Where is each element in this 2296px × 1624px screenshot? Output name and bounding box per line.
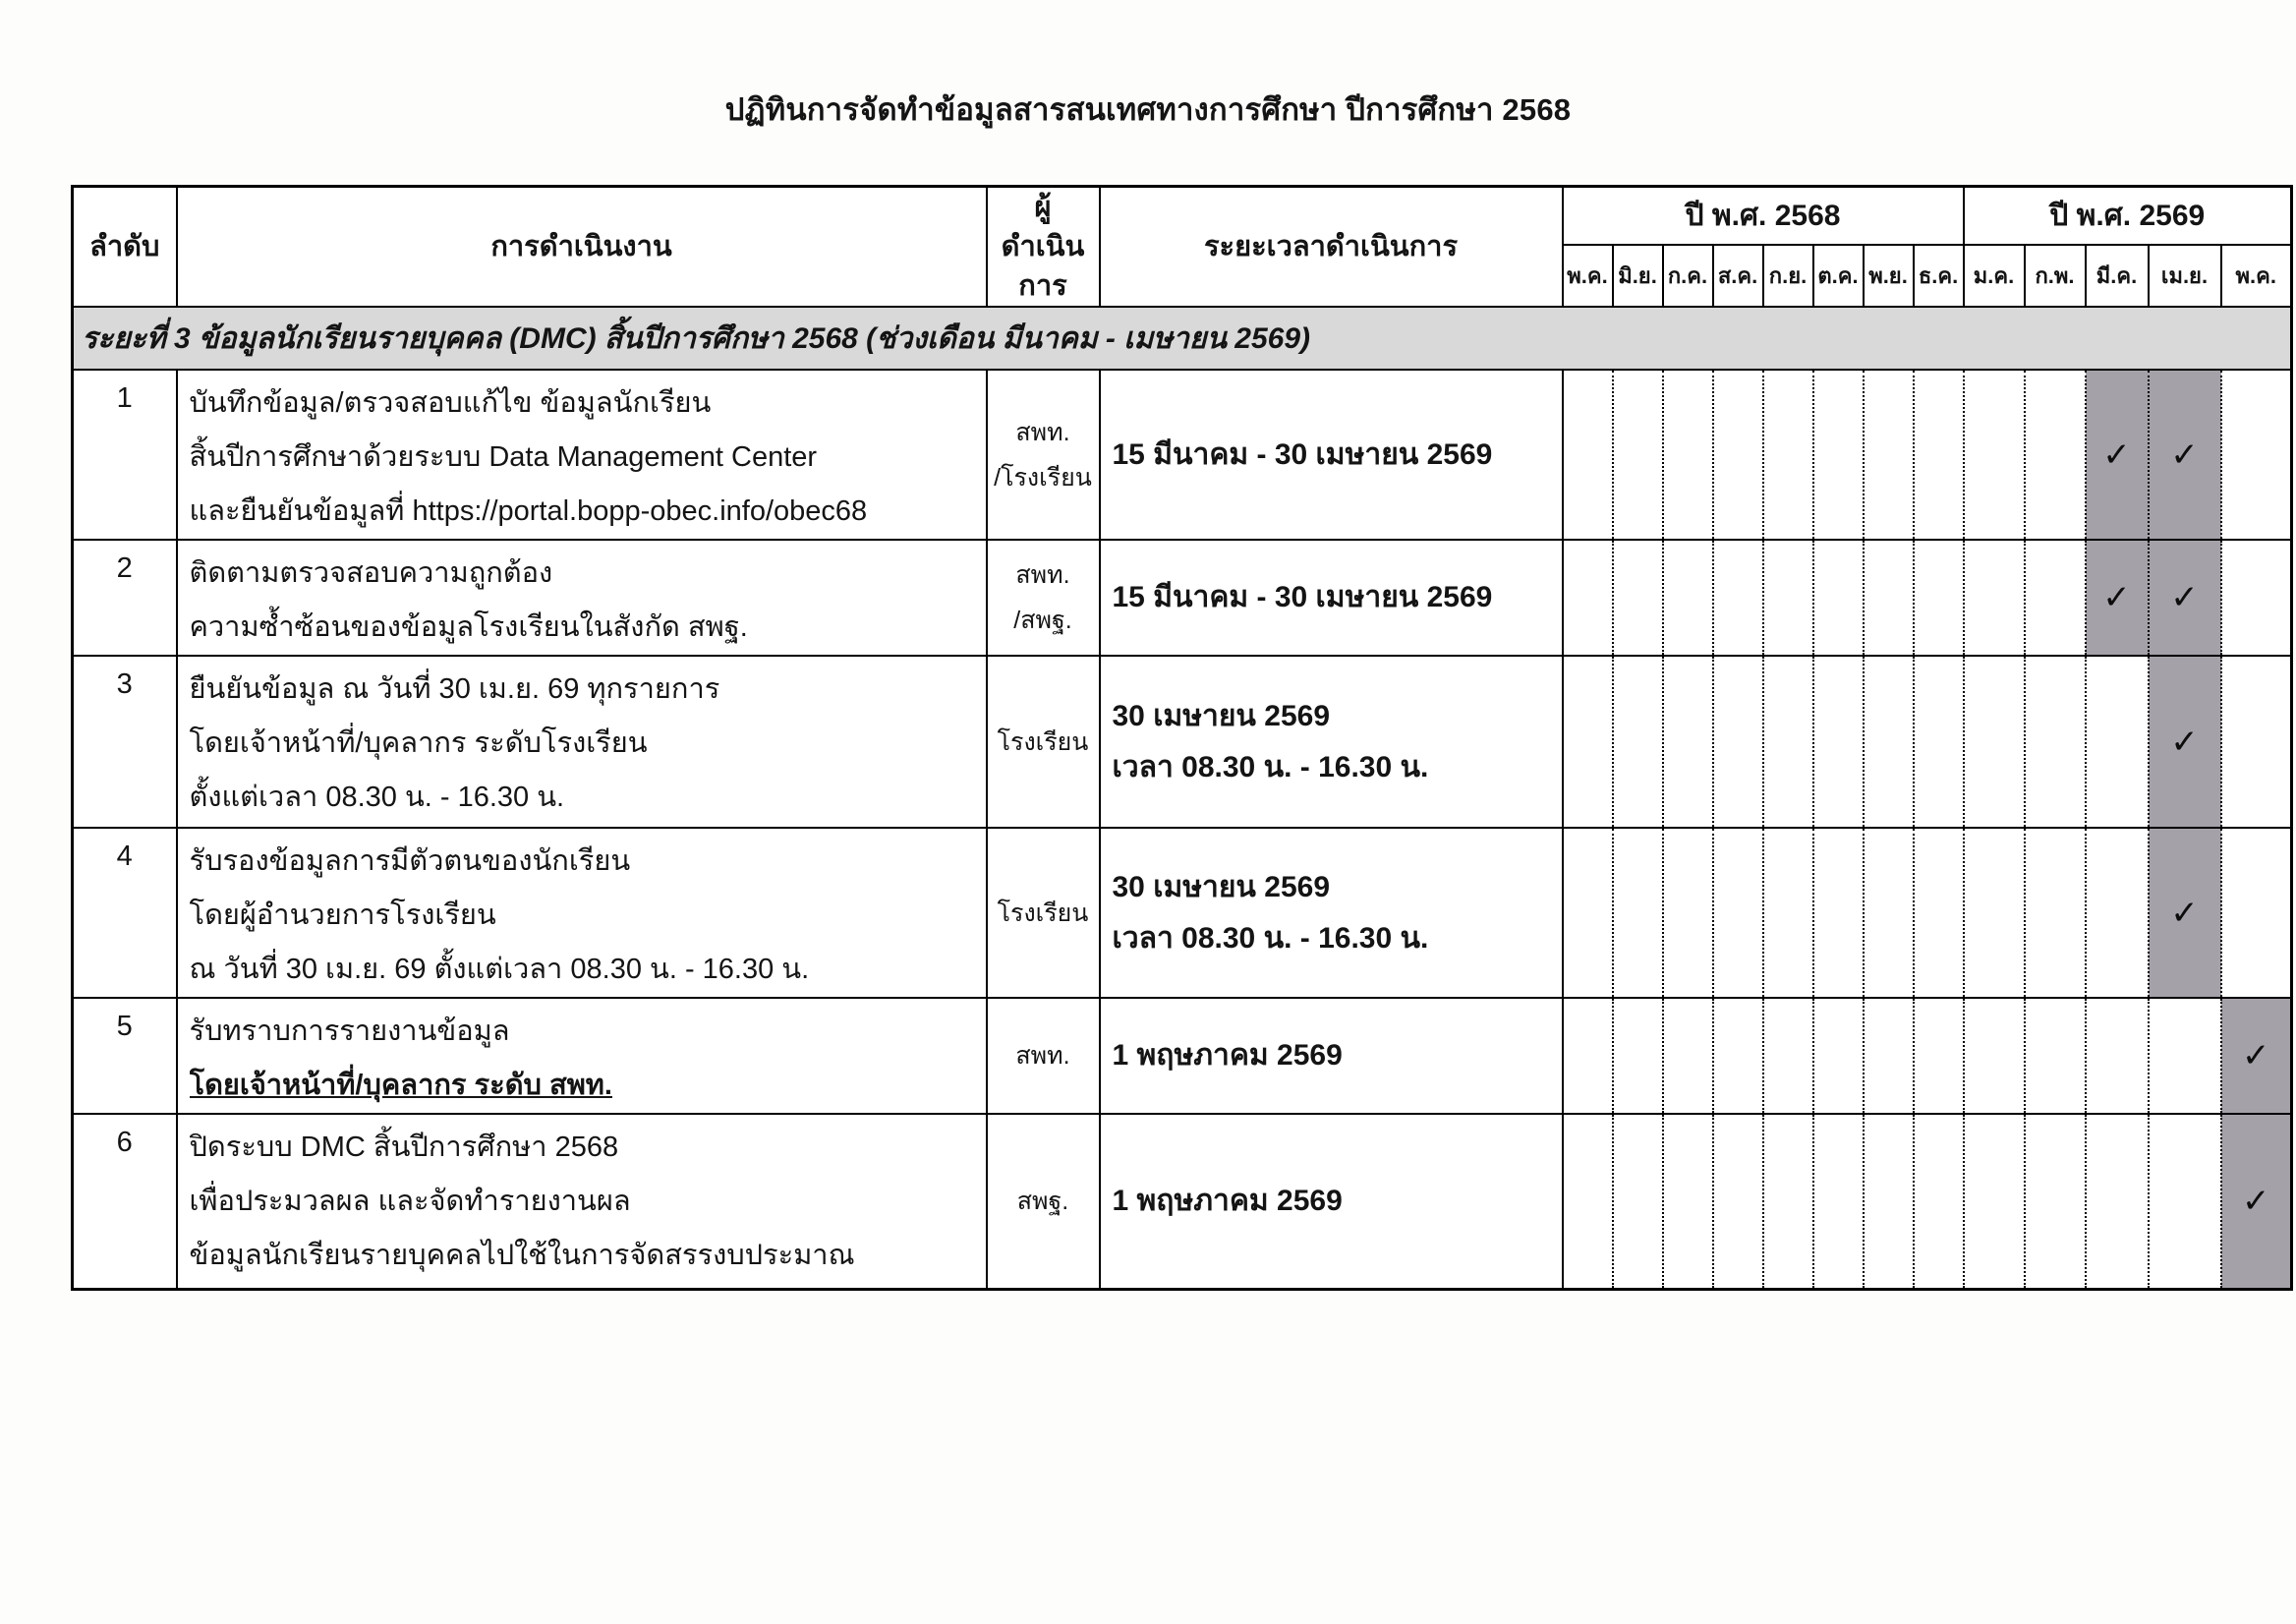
month-header-8: ม.ค. xyxy=(1964,245,2025,307)
duration-line: 15 มีนาคม - 30 เมษายน 2569 xyxy=(1112,581,1493,613)
row-number: 4 xyxy=(73,828,177,998)
gantt-cell-ส.ค. xyxy=(1713,540,1763,656)
section-header-row xyxy=(73,307,2292,370)
gantt-cell-พ.ย. xyxy=(1864,998,1914,1114)
header-duration: ระยะเวลาดำเนินการ xyxy=(1100,187,1563,308)
month-header-3: ส.ค. xyxy=(1713,245,1763,307)
duration-line: เวลา 08.30 น. - 16.30 น. xyxy=(1112,921,1429,955)
operator-line: /สพฐ. xyxy=(1013,607,1072,634)
check-mark-icon: ✓ xyxy=(2242,1036,2270,1075)
operation-cell xyxy=(177,540,987,656)
operator-cell xyxy=(987,370,1100,540)
gantt-cell-มี.ค. xyxy=(2086,1114,2149,1289)
gantt-cell-ธ.ค. xyxy=(1914,828,1964,998)
operator-line: สพท. xyxy=(1015,1042,1070,1070)
duration-cell xyxy=(1100,998,1563,1114)
header-year-2568: ปี พ.ศ. 2568 xyxy=(1563,187,1964,245)
gantt-cell-ก.พ. xyxy=(2025,540,2086,656)
gantt-cell-มิ.ย. xyxy=(1613,370,1663,540)
operation-line: โดยเจ้าหน้าที่/บุคลากร ระดับ สพท. xyxy=(189,1070,612,1101)
gantt-cell-ส.ค. xyxy=(1713,656,1763,828)
check-mark-icon: ✓ xyxy=(2170,893,2199,933)
duration-cell xyxy=(1100,1114,1563,1289)
gantt-cell-ก.พ. xyxy=(2025,998,2086,1114)
row-number: 5 xyxy=(73,998,177,1114)
operation-cell xyxy=(177,1114,987,1289)
month-header-1: มิ.ย. xyxy=(1613,245,1663,307)
operation-line: ข้อมูลนักเรียนรายบุคคลไปใช้ในการจัดสรรงบประมาณ xyxy=(189,1240,855,1271)
gantt-cell-เม.ย. xyxy=(2149,540,2221,656)
gantt-cell-ก.ค. xyxy=(1663,656,1713,828)
month-header-2: ก.ค. xyxy=(1663,245,1713,307)
operation-cell xyxy=(177,998,987,1114)
gantt-cell-เม.ย. xyxy=(2149,828,2221,998)
gantt-cell-พ.ค. xyxy=(1563,540,1613,656)
gantt-cell-ธ.ค. xyxy=(1914,370,1964,540)
gantt-cell-มี.ค. xyxy=(2086,656,2149,828)
operation-cell xyxy=(177,370,987,540)
table-row xyxy=(73,370,2292,540)
operator-line: สพท. xyxy=(1015,418,1070,446)
check-mark-icon: ✓ xyxy=(2170,578,2199,617)
operation-line: รับรองข้อมูลการมีตัวตนของนักเรียน xyxy=(189,845,631,877)
operation-line: และยืนยันข้อมูลที่ https://portal.bopp-obec.info/obec68 xyxy=(189,495,868,527)
operator-line: /โรงเรียน xyxy=(994,463,1092,492)
gantt-cell-ก.พ. xyxy=(2025,828,2086,998)
table-row xyxy=(73,540,2292,656)
duration-cell xyxy=(1100,656,1563,828)
gantt-cell-ก.ย. xyxy=(1763,998,1813,1114)
operation-line: บันทึกข้อมูล/ตรวจสอบแก้ไข ข้อมูลนักเรียน xyxy=(189,387,712,419)
table-row xyxy=(73,656,2292,828)
gantt-cell-พ.ค. xyxy=(2221,1114,2292,1289)
gantt-cell-ธ.ค. xyxy=(1914,540,1964,656)
duration-line: 30 เมษายน 2569 xyxy=(1112,870,1331,903)
gantt-cell-พ.ค. xyxy=(2221,828,2292,998)
month-header-0: พ.ค. xyxy=(1563,245,1613,307)
calendar-table xyxy=(71,185,2293,1291)
gantt-cell-ต.ค. xyxy=(1813,1114,1864,1289)
gantt-cell-พ.ค. xyxy=(2221,998,2292,1114)
check-mark-icon: ✓ xyxy=(2170,435,2199,475)
gantt-cell-เม.ย. xyxy=(2149,998,2221,1114)
header-operator xyxy=(987,187,1100,308)
gantt-cell-มิ.ย. xyxy=(1613,540,1663,656)
operation-line: ยืนยันข้อมูล ณ วันที่ 30 เม.ย. 69 ทุกรายการ xyxy=(189,673,720,705)
gantt-cell-มิ.ย. xyxy=(1613,656,1663,828)
gantt-cell-ก.ย. xyxy=(1763,540,1813,656)
gantt-cell-ก.ค. xyxy=(1663,540,1713,656)
gantt-cell-ธ.ค. xyxy=(1914,1114,1964,1289)
operator-line: สพท. xyxy=(1015,561,1070,589)
duration-cell xyxy=(1100,540,1563,656)
operation-line: ณ วันที่ 30 เม.ย. 69 ตั้งแต่เวลา 08.30 น. - 16.30 น. xyxy=(189,954,810,985)
header-operation: การดำเนินงาน xyxy=(177,187,987,308)
gantt-cell-ส.ค. xyxy=(1713,998,1763,1114)
gantt-cell-ก.ค. xyxy=(1663,998,1713,1114)
check-mark-icon: ✓ xyxy=(2170,722,2199,762)
operator-cell xyxy=(987,828,1100,998)
gantt-cell-ก.พ. xyxy=(2025,1114,2086,1289)
operation-line: โดยผู้อำนวยการโรงเรียน xyxy=(189,899,496,931)
duration-line: 15 มีนาคม - 30 เมษายน 2569 xyxy=(1112,437,1493,471)
gantt-cell-เม.ย. xyxy=(2149,656,2221,828)
table-row xyxy=(73,828,2292,998)
month-header-10: มี.ค. xyxy=(2086,245,2149,307)
gantt-cell-พ.ย. xyxy=(1864,828,1914,998)
operation-line: ความซ้ำซ้อนของข้อมูลโรงเรียนในสังกัด สพฐ. xyxy=(189,611,748,643)
gantt-cell-ม.ค. xyxy=(1964,1114,2025,1289)
row-number: 1 xyxy=(73,370,177,540)
header-no: ลำดับ xyxy=(73,187,177,308)
gantt-cell-พ.ค. xyxy=(2221,540,2292,656)
operator-cell xyxy=(987,656,1100,828)
gantt-cell-มี.ค. xyxy=(2086,998,2149,1114)
section-header: ระยะที่ 3 ข้อมูลนักเรียนรายบุคคล (DMC) สิ้นปีการศึกษา 2568 (ช่วงเดือน มีนาคม - เมษายน 2569) xyxy=(73,307,2292,370)
duration-line: 1 พฤษภาคม 2569 xyxy=(1112,1184,1343,1217)
gantt-cell-ก.ย. xyxy=(1763,1114,1813,1289)
operation-cell xyxy=(177,828,987,998)
gantt-cell-ก.ค. xyxy=(1663,1114,1713,1289)
gantt-cell-ก.ย. xyxy=(1763,828,1813,998)
gantt-cell-ม.ค. xyxy=(1964,370,2025,540)
gantt-cell-ก.พ. xyxy=(2025,656,2086,828)
gantt-cell-พ.ค. xyxy=(1563,370,1613,540)
gantt-cell-พ.ค. xyxy=(1563,656,1613,828)
gantt-cell-ก.พ. xyxy=(2025,370,2086,540)
gantt-cell-มี.ค. xyxy=(2086,828,2149,998)
table-row xyxy=(73,1114,2292,1289)
operation-cell xyxy=(177,656,987,828)
operator-cell xyxy=(987,540,1100,656)
operation-line: ปิดระบบ DMC สิ้นปีการศึกษา 2568 xyxy=(189,1131,619,1163)
operator-cell xyxy=(987,1114,1100,1289)
gantt-cell-ต.ค. xyxy=(1813,998,1864,1114)
gantt-cell-มิ.ย. xyxy=(1613,1114,1663,1289)
gantt-cell-พ.ค. xyxy=(2221,370,2292,540)
gantt-cell-ก.ค. xyxy=(1663,370,1713,540)
gantt-cell-พ.ค. xyxy=(1563,828,1613,998)
gantt-cell-ม.ค. xyxy=(1964,656,2025,828)
gantt-cell-ม.ค. xyxy=(1964,998,2025,1114)
gantt-cell-ก.ค. xyxy=(1663,828,1713,998)
operation-line: ติดตามตรวจสอบความถูกต้อง xyxy=(189,557,553,589)
month-header-9: ก.พ. xyxy=(2025,245,2086,307)
gantt-cell-เม.ย. xyxy=(2149,370,2221,540)
operator-line: โรงเรียน xyxy=(997,899,1089,927)
duration-cell xyxy=(1100,828,1563,998)
gantt-cell-ธ.ค. xyxy=(1914,998,1964,1114)
operator-line: โรงเรียน xyxy=(997,727,1089,756)
header-year-2569: ปี พ.ศ. 2569 xyxy=(1964,187,2292,245)
check-mark-icon: ✓ xyxy=(2242,1181,2270,1221)
gantt-cell-เม.ย. xyxy=(2149,1114,2221,1289)
gantt-cell-พ.ค. xyxy=(2221,656,2292,828)
gantt-cell-ธ.ค. xyxy=(1914,656,1964,828)
gantt-cell-มิ.ย. xyxy=(1613,998,1663,1114)
gantt-cell-ต.ค. xyxy=(1813,540,1864,656)
gantt-cell-มิ.ย. xyxy=(1613,828,1663,998)
page-title: ปฏิทินการจัดทำข้อมูลสารสนเทศทางการศึกษา ปีการศึกษา 2568 xyxy=(724,92,1572,127)
gantt-cell-พ.ย. xyxy=(1864,370,1914,540)
header-row-years xyxy=(73,187,2292,245)
gantt-cell-ม.ค. xyxy=(1964,540,2025,656)
gantt-cell-มี.ค. xyxy=(2086,370,2149,540)
header-operator-line1: ผู้ xyxy=(1034,192,1052,223)
row-number: 3 xyxy=(73,656,177,828)
operation-line: รับทราบการรายงานข้อมูล xyxy=(189,1015,510,1047)
operation-line: โดยเจ้าหน้าที่/บุคลากร ระดับโรงเรียน xyxy=(189,727,648,759)
month-header-7: ธ.ค. xyxy=(1914,245,1964,307)
row-number: 2 xyxy=(73,540,177,656)
operation-line: สิ้นปีการศึกษาด้วยระบบ Data Management Center xyxy=(189,441,818,473)
month-header-11: เม.ย. xyxy=(2149,245,2221,307)
check-mark-icon: ✓ xyxy=(2102,578,2131,617)
check-mark-icon: ✓ xyxy=(2102,435,2131,475)
operation-line: เพื่อประมวลผล และจัดทำรายงานผล xyxy=(189,1186,631,1217)
gantt-cell-มี.ค. xyxy=(2086,540,2149,656)
month-header-6: พ.ย. xyxy=(1864,245,1914,307)
month-header-4: ก.ย. xyxy=(1763,245,1813,307)
table-row xyxy=(73,998,2292,1114)
month-header-12: พ.ค. xyxy=(2221,245,2292,307)
month-header-5: ต.ค. xyxy=(1813,245,1864,307)
gantt-cell-พ.ย. xyxy=(1864,540,1914,656)
gantt-cell-พ.ย. xyxy=(1864,656,1914,828)
duration-line: 30 เมษายน 2569 xyxy=(1112,699,1331,732)
duration-cell xyxy=(1100,370,1563,540)
gantt-cell-ส.ค. xyxy=(1713,1114,1763,1289)
gantt-cell-ต.ค. xyxy=(1813,828,1864,998)
header-operator-line2: ดำเนินการ xyxy=(1001,231,1085,302)
gantt-cell-ม.ค. xyxy=(1964,828,2025,998)
duration-line: 1 พฤษภาคม 2569 xyxy=(1112,1039,1343,1072)
gantt-cell-ต.ค. xyxy=(1813,370,1864,540)
gantt-cell-ต.ค. xyxy=(1813,656,1864,828)
gantt-cell-พ.ค. xyxy=(1563,998,1613,1114)
gantt-cell-ก.ย. xyxy=(1763,370,1813,540)
operator-cell xyxy=(987,998,1100,1114)
gantt-cell-พ.ค. xyxy=(1563,1114,1613,1289)
row-number: 6 xyxy=(73,1114,177,1289)
duration-line: เวลา 08.30 น. - 16.30 น. xyxy=(1112,750,1429,783)
operation-line: ตั้งแต่เวลา 08.30 น. - 16.30 น. xyxy=(189,782,565,813)
gantt-cell-ส.ค. xyxy=(1713,370,1763,540)
gantt-cell-ก.ย. xyxy=(1763,656,1813,828)
gantt-cell-ส.ค. xyxy=(1713,828,1763,998)
gantt-cell-พ.ย. xyxy=(1864,1114,1914,1289)
operator-line: สพฐ. xyxy=(1016,1187,1069,1215)
